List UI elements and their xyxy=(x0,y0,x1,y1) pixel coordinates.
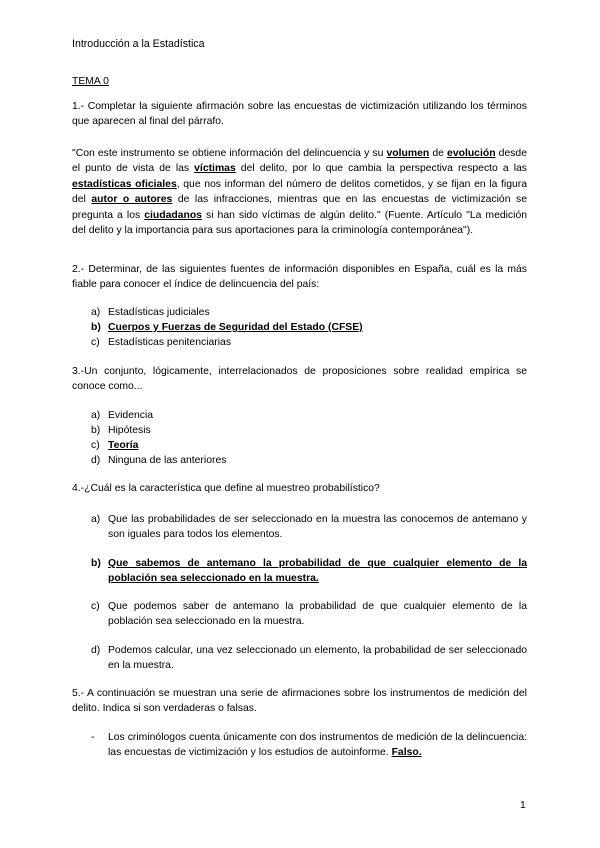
quote-text: "Con este instrumento se obtiene información del delincuencia y su xyxy=(72,148,387,159)
answer-verdict: Falso. xyxy=(391,747,422,759)
answer-term: autor o autores xyxy=(91,194,173,206)
document-header: Introducción a la Estadística xyxy=(72,38,205,50)
answer-term: víctimas xyxy=(194,163,236,175)
section-title: TEMA 0 xyxy=(72,76,109,87)
question-5-prompt: 5.- A continuación se muestran una serie de afirmaciones sobre los instrumentos de medición del delito. Indica si son verdaderas o falsas. xyxy=(72,688,527,715)
quote-text: del delito, por lo que cambia la perspectiva respecto a las xyxy=(235,163,527,175)
answer-term: estadísticas oficiales xyxy=(72,178,177,190)
quote-text: desde el punto de vista de las xyxy=(72,148,527,175)
quote-text: , que nos informan del número de delitos cometidos, y se fijan en la figura del xyxy=(72,178,527,206)
answer-term: evolución xyxy=(447,148,496,159)
quote-text: de las infracciones, mientras que en las encuestas de victimización se pregunta a los xyxy=(72,194,527,221)
answer-term: ciudadanos xyxy=(144,209,202,221)
document-page: Introducción a la Estadística TEMA 0 1.- Completar la siguiente afirmación sobre las encuestas de victimización utilizando los términos que aparecen al final del párrafo. "Con este instrumento se obtiene información del delincuencia y su volumen de evolución desde el punto de vista de las víctimas del delito, por lo que cambia la perspectiva respecto a las estadísticas oficiales, que nos informan del número de delitos cometidos, y se fijan en la figura del autor o autores de las infracciones, mientras que en las encuestas de victimización se pregunta a los ciudadanos si han sido víctimas de algún delito." (Fuente. Artículo "La medición del delito y la importancia para sus aportaciones para la criminología contemporánea"). 2.- Determinar, de las siguientes fuentes de información disponibles en España, cuál es la más fiable para conocer el índice de delincuencia del país: a) Estadísticas judiciales b) Cuerpos y Fuerzas de Seguridad del Estado (CFSE) c) Estadísticas penitenciarias 3.-Un conjunto, lógicamente, interrelacionados de proposiciones sobre realidad empírica se conoce como... a) Evidencia b) Hipótesis c) Teoría d) Ninguna de las anteriores 4.-¿Cuál es la característica que define al muestreo probabilístico? a) Que las probabilidades de ser seleccionado en la muestra las conocemos de antemano y son iguales para todos los elementos. b) Que sabemos de antemano la probabilidad de que cualquier elemento de la población sea seleccionado en la muestra. c) Que podemos saber de antemano la probabilidad de que cualquier elemento de la población sea seleccionado en la muestra. d) Podemos calcular, una vez seleccionado un elemento, la probabilidad de ser seleccionado en la muestra. 5.- A continuación se muestran una serie de afirmaciones sobre los instrumentos de medición del delito. Indica si son verdaderas o falsas. - Los criminólogos cuenta únicamente con dos instrumentos de medición de la delincuencia: las encuestas de victimización y los estudios de autoinforme. Falso. 1 xyxy=(72,38,527,811)
question-2-prompt: 2.- Determinar, de las siguientes fuentes de información disponibles en España, cuál es la más fiable para conocer el índice de delincuencia del país: xyxy=(72,264,527,291)
question-3-prompt: 3.-Un conjunto, lógicamente, interrelacionados de proposiciones sobre realidad empírica se conoce como... xyxy=(72,366,527,393)
question-1-prompt: 1.- Completar la siguiente afirmación sobre las encuestas de victimización utilizando los términos que aparecen al final del párrafo. xyxy=(72,101,527,128)
question-4-prompt: 4.-¿Cuál es la característica que define al muestreo probabilístico? xyxy=(72,483,380,494)
answer-term: volumen xyxy=(386,148,430,159)
quote-text: si han sido víctimas de algún delito." (Fuente. Artículo "La medición del delito y la importancia para sus aportaciones para la criminología contemporánea"). xyxy=(72,209,527,237)
page-number: 1 xyxy=(520,800,526,811)
statement-text: Los criminólogos cuenta únicamente con dos instrumentos de medición de la delincuencia: las encuestas de victimización y los estudios de autoinforme. xyxy=(108,732,527,759)
quote-text: de xyxy=(429,148,448,159)
question-1-quote xyxy=(72,146,527,238)
